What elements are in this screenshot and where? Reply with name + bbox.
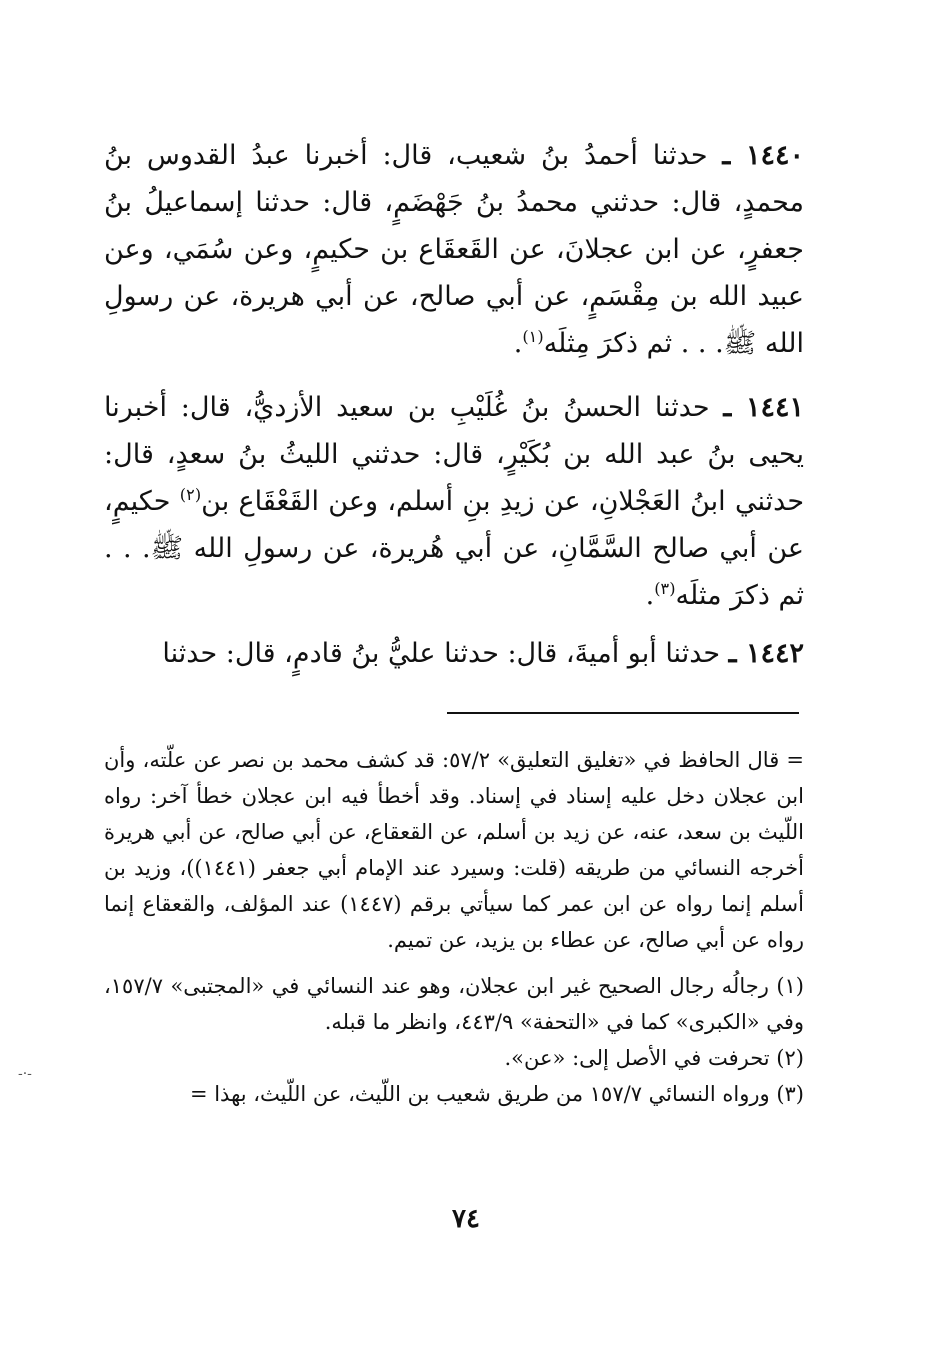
hadith-1441 — [104, 384, 804, 619]
hadith-paragraph — [104, 384, 804, 619]
hadith-text: حدثنا أحمدُ بنُ شعيب، قال: أخبرنا عبدُ القدوس بنُ محمدٍ، قال: حدثني محمدُ بنُ جَهْضَمٍ، قال: حدثنا إسماعيلُ بنُ جعفرٍ، عن ابن عجلانَ، عن القَعقَاع بن حكيمٍ، وعن سُمَي، وعن عبيد الله بن مِقْسَمٍ، عن أبي صالح، عن أبي هريرة، عن رسولِ الله ﷺ. . . ثم ذكرَ مِثلَه — [104, 140, 804, 359]
hadith-paragraph — [104, 132, 804, 367]
footnote-2: (٢) تحرفت في الأصل إلى: «عن». — [504, 1046, 804, 1070]
hadith-number: ١٤٤١ ـ — [723, 392, 804, 423]
hadith-1440 — [104, 132, 804, 367]
margin-mark: -·- — [18, 1066, 32, 1082]
hadith-text: حدثنا الحسنُ بنُ غُلَيْبِ بن سعيد الأزديُّ، قال: أخبرنا يحيى بنُ عبد الله بن بُكَيْرٍ، قال: حدثني الليثُ بنُ سعدٍ، قال: حدثني ابنُ العَجْلانِ، عن زيدِ بنِ أسلم، وعن القَعْقَاع بن — [104, 392, 805, 517]
hadith-paragraph — [104, 630, 804, 677]
footnotes — [104, 742, 804, 1112]
hadith-number: ١٤٤٢ ـ — [728, 638, 804, 669]
footnote-3: (٣) ورواه النسائي ١٥٧/٧ من طريق شعيب بن اللّيث، عن اللّيث، بهذا = — [189, 1082, 804, 1106]
footnote-separator — [447, 712, 799, 714]
footnote-continuation: = قال الحافظ في «تغليق التعليق» ٥٧/٢: قد كشف محمد بن نصر عن علّته، وأن ابن عجلان دخل عليه إسناد في إسناد. وقد أخطأ فيه ابن عجلان خطأ آخر: رواه اللّيث بن سعد، عنه، عن زيد بن أسلم، عن القعقاع، عن أبي صالح، عن أبي هريرة أخرجه النسائي من طريقه (قلت: وسيرد عند الإمام أبي جعفر (١٤٤١))، وزيد بن أسلم إنما رواه عن ابن عمر كما سيأتي برقم (١٤٤٧) عند المؤلف، والقعقاع إنما رواه عن أبي صالح، عن عطاء بن يزيد، عن تميم. — [104, 748, 804, 952]
footnote-ref: (٣) — [654, 579, 676, 598]
hadith-text: حدثنا أبو أميةَ، قال: حدثنا عليُّ بنُ قادمٍ، قال: حدثنا — [162, 638, 721, 669]
page-number: ٧٤ — [452, 1204, 480, 1234]
hadith-end: . — [513, 328, 523, 359]
footnote-ref: (٢) — [179, 485, 202, 504]
footnote-ref: (١) — [522, 327, 544, 346]
hadith-text-continued: حكيمٍ، عن أبي صالح السَّمَّانِ، عن أبي هُريرة، عن رسولِ الله ﷺ. . . ثم ذكرَ مثلَه — [104, 486, 804, 611]
hadith-number: ١٤٤٠ ـ — [722, 140, 804, 171]
hadith-1442 — [104, 630, 804, 677]
hadith-end: . — [645, 580, 655, 611]
footnote-1: (١) رجالُه رجال الصحيح غير ابن عجلان، وهو عند النسائي في «المجتبى» ١٥٧/٧، وفي «الكبرى» كما في «التحفة» ٤٤٣/٩، وانظر ما قبله. — [104, 974, 804, 1034]
